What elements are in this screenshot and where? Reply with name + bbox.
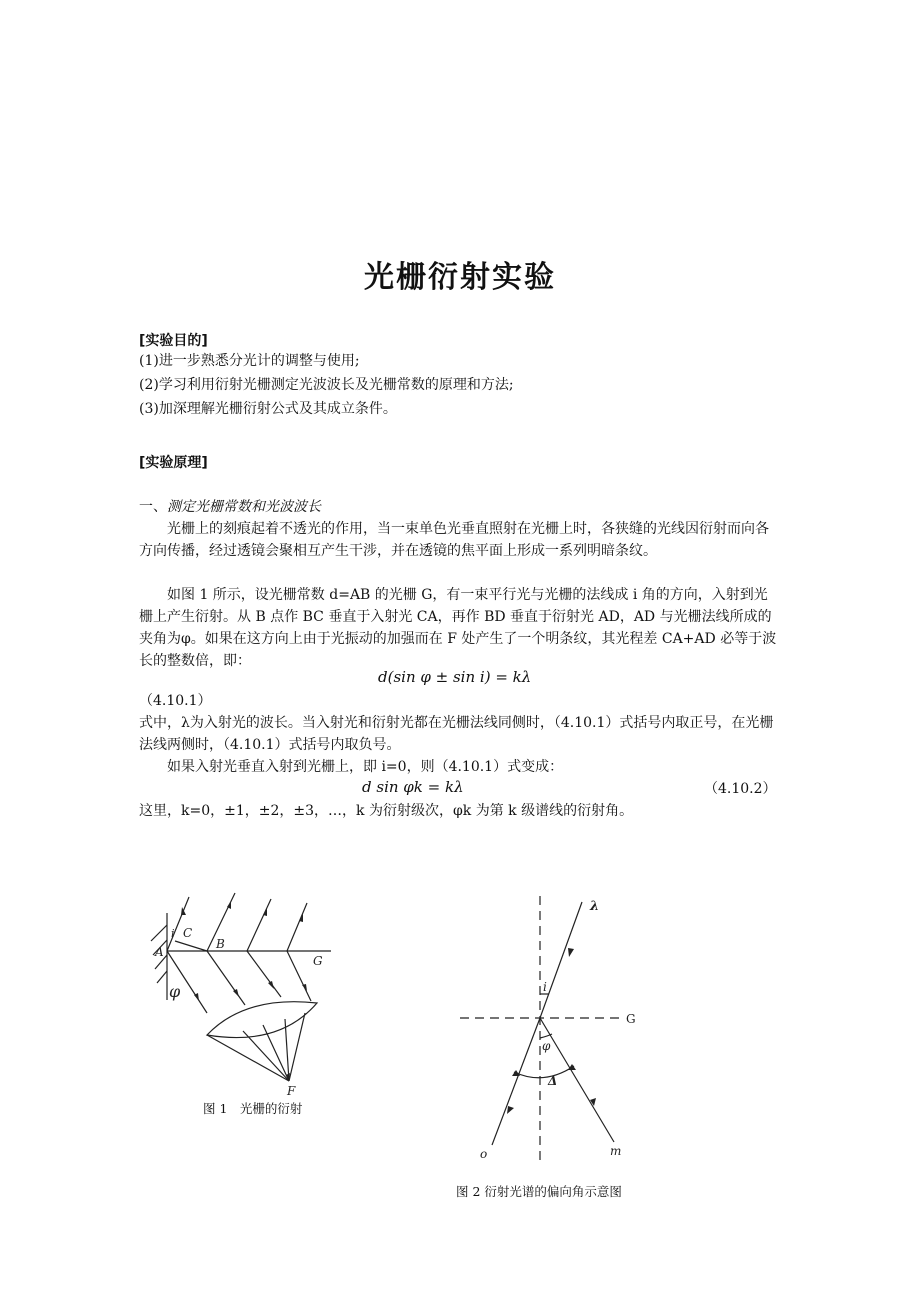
figure-2-label-m: m [610,1144,622,1158]
figure-1-label-b: B [216,937,225,951]
formula-1: d(sin φ ± sin i) = kλ [378,668,532,686]
formula-2: d sin φk = kλ [362,778,464,796]
figure-1-label-phi: φ [169,982,181,1001]
section-1-number: 一、 [139,499,167,515]
figure-1-caption: 图 1 光栅的衍射 [203,1101,303,1116]
purpose-item-3: (3)加深理解光栅衍射公式及其成立条件。 [139,401,397,417]
figure-2-caption: 图 2 衍射光谱的偏向角示意图 [456,1184,622,1199]
figure-2-label-i: i [543,980,547,994]
purpose-item-1: (1)进一步熟悉分光计的调整与使用; [139,353,360,369]
section-1-title [139,496,321,519]
formula-2-number: （4.10.2） [704,781,777,797]
figure-2-label-o: o [480,1147,488,1161]
purpose-heading: [实验目的] [139,333,208,349]
paragraph-5: 这里，k=0，±1，±2，±3，…，k 为衍射级次，φk 为第 k 级谱线的衍射角。 [139,803,634,819]
page-title: 光栅衍射实验 [364,260,556,295]
figure-1-label-i: i [171,927,175,940]
figure-2-label-g: G [626,1012,636,1026]
figure-1-label-f: F [287,1084,296,1098]
figure-2-label-lambda: λ [590,899,600,914]
figure-1-label-c: C [183,926,193,940]
figure-1-label-g: G [313,954,323,968]
section-1-text: 测定光栅常数和光波波长 [167,499,321,515]
figure-2-diagram [450,890,650,1170]
paragraph-4: 如果入射光垂直入射到光栅上，即 i=0，则（4.10.1）式变成： [167,759,564,775]
figure-2-label-delta: Δ [548,1074,558,1088]
purpose-item-2: (2)学习利用衍射光栅测定光波波长及光栅常数的原理和方法; [139,377,514,393]
paragraph-2: 如图 1 所示，设光栅常数 d=AB 的光栅 G，有一束平行光与光栅的法线成 i 角的方向，入射到光栅上产生衍射。从 B 点作 BC 垂直于入射光 CA，再作 BD 垂直于衍射光 AD，AD 与光栅法线所成的夹角为φ。如果在这方向上由于光振动的加强而在 F 处产生了一个明条纹，其光程差 CA+AD 必等于波长的整数倍，即： [139,587,777,669]
figure-2-label-phi: φ [542,1039,551,1053]
figure-1-diagram [145,885,345,1100]
paragraph-3: 式中，λ为入射光的波长。当入射光和衍射光都在光栅法线同侧时，（4.10.1）式括号内取正号，在光栅法线两侧时，（4.10.1）式括号内取负号。 [139,715,774,753]
principle-heading: [实验原理] [139,455,208,471]
figure-1-label-a: A [155,945,164,959]
formula-1-number: （4.10.1） [139,693,212,709]
paragraph-1: 光栅上的刻痕起着不透光的作用，当一束单色光垂直照射在光栅上时，各狭缝的光线因衍射而向各方向传播，经过透镜会聚相互产生干涉，并在透镜的焦平面上形成一系列明暗条纹。 [139,521,769,559]
